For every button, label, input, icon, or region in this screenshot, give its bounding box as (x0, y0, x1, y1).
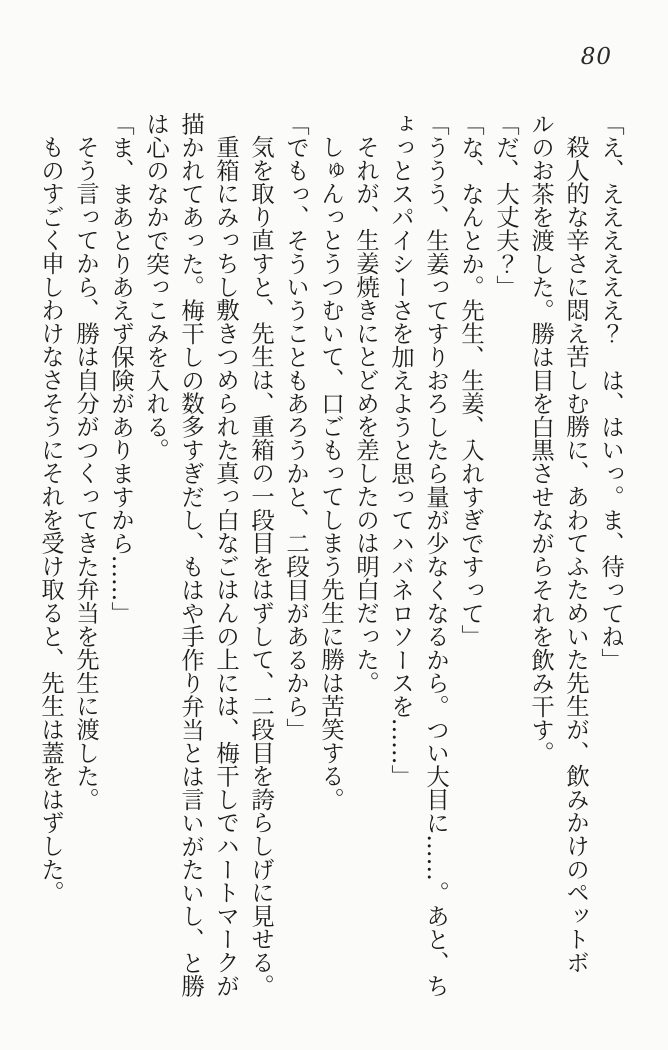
text-line: 「な、なんとか。先生、生姜、入れすぎですって」 (457, 112, 484, 648)
text-block (33, 112, 628, 1002)
text-line: 重箱にみっちし敷きつめられた真っ白なごはんの上には、梅干しでハートマークが (212, 135, 239, 998)
text-line: 「ま、まあとりあえず保険がありますから……」 (107, 112, 134, 625)
text-line: そう言ってから、勝は自分がつくってきた弁当を先生に渡した。 (72, 135, 99, 811)
text-line: 「でもっ、そういうこともあろうかと、二段目があるから」 (282, 112, 309, 742)
text-line: 「だ、大丈夫？」 (492, 112, 519, 299)
text-line: ものすごく申しわけなさそうにそれを受け取ると、先生は蓋をはずした。 (37, 135, 64, 905)
text-line: それが、生姜焼きにとどめを差したのは明白だった。 (352, 135, 379, 695)
text-line: は心のなかで突っこみを入れる。 (142, 112, 169, 462)
text-line: ょっとスパイシーさを加えようと思ってハバネロソースを……」 (387, 112, 414, 788)
text-line: 殺人的な辛さに悶え苦しむ勝に、あわてふためいた先生が、飲みかけのペットボ (562, 135, 589, 975)
text-line: しゅんっとうつむいて、口ごもってしまう先生に勝は苦笑する。 (317, 135, 344, 811)
text-line: 描かれてあった。梅干しの数多すぎだし、もはや手作り弁当とは言いがたいし、と勝 (177, 112, 204, 998)
text-line: ルのお茶を渡した。勝は目を白黒させながらそれを飲み干す。 (527, 112, 554, 765)
page-number: 80 (580, 44, 612, 70)
text-line: 気を取り直すと、先生は、重箱の一段目をはずして、二段目を誇らしげに見せる。 (247, 135, 274, 998)
text-line: 「え、ええええええ？ は、はいっ。ま、待ってね」 (597, 112, 624, 672)
text-line: 「ううう、生姜ってすりおろしたら量が少なくなるから。つい大目に……。あと、ち (422, 112, 449, 998)
